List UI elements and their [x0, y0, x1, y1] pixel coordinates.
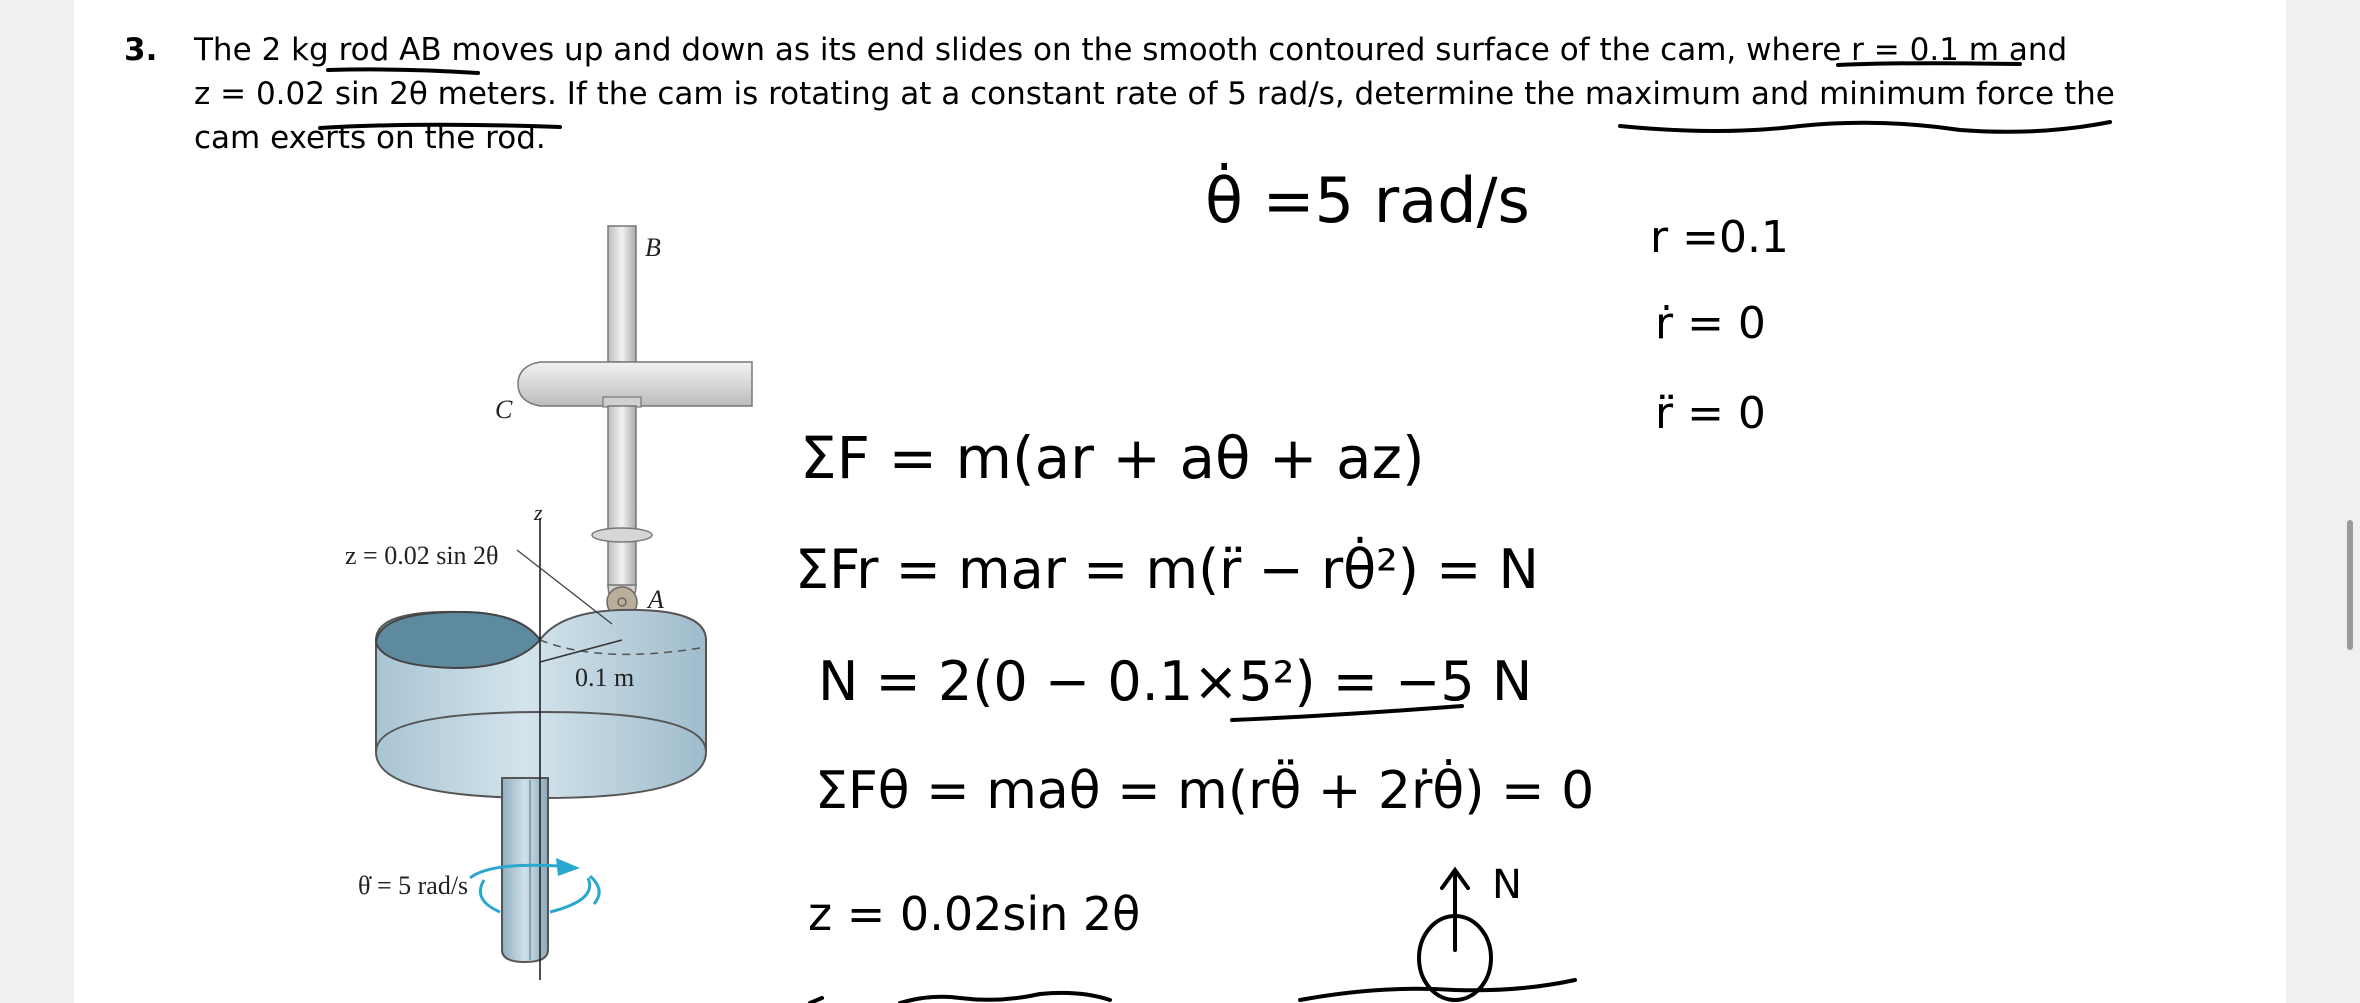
- text-underlines: [320, 63, 2110, 132]
- note-theta-dot: θ̇ =5 rad/s: [1205, 164, 1530, 237]
- note-eq4: ΣFθ = maθ = m(rθ̈ + 2ṙθ̇) = 0: [815, 761, 1595, 821]
- underline-2kg: [328, 69, 478, 73]
- note-eq5: z = 0.02sin 2θ: [808, 887, 1141, 941]
- rotation-arrowhead: [556, 858, 580, 876]
- problem-number: 3.: [124, 32, 158, 68]
- label-b: B: [645, 233, 661, 262]
- rod-lower: [608, 406, 636, 586]
- underline-r: [1838, 63, 2020, 65]
- scrollbar-thumb[interactable]: [2347, 520, 2353, 650]
- underline-max-min: [1620, 122, 2110, 132]
- label-equation: z = 0.02 sin 2θ: [345, 541, 499, 570]
- rod-upper: [608, 226, 636, 362]
- rod-flange: [592, 528, 652, 542]
- note-eq3: N = 2(0 − 0.1×5²) = −5 N: [818, 650, 1533, 713]
- handwritten-strokes: [810, 706, 1575, 1003]
- problem-line-3: cam exerts on the rod.: [194, 120, 546, 156]
- fbd-arrow-n: [1442, 870, 1468, 950]
- note-eq2: ΣFr = mar = m(r̈ − rθ̇²) = N: [795, 538, 1539, 601]
- cam-shaft: [502, 778, 548, 962]
- problem-line-2: z = 0.02 sin 2θ meters. If the cam is rotating at a constant rate of 5 rad/s, determine the maximum and minimum force the: [194, 76, 2115, 112]
- note-r-dot: ṙ = 0: [1655, 298, 1766, 349]
- rotation-arc-right: [590, 876, 599, 904]
- cropped-next-line: [810, 993, 1110, 1003]
- handwritten-notes: [795, 163, 1789, 941]
- note-r: r =0.1: [1650, 212, 1789, 263]
- label-c: C: [495, 395, 513, 424]
- label-a: A: [648, 585, 664, 614]
- underline-z: [320, 125, 560, 128]
- label-radius: 0.1 m: [575, 663, 635, 692]
- problem-line-1: The 2 kg rod AB moves up and down as its end slides on the smooth contoured surface of the cam, where r = 0.1 m and: [194, 32, 2068, 68]
- note-r-ddot: r̈ = 0: [1655, 388, 1766, 439]
- note-eq1: ΣF = m(ar + aθ + az): [800, 424, 1425, 492]
- label-rate: θ̇ = 5 rad/s: [358, 871, 469, 900]
- note-fbd-n: N: [1492, 862, 1522, 908]
- cam-figure: [345, 226, 752, 980]
- eq-leader: [517, 550, 612, 624]
- label-z: z: [534, 500, 543, 525]
